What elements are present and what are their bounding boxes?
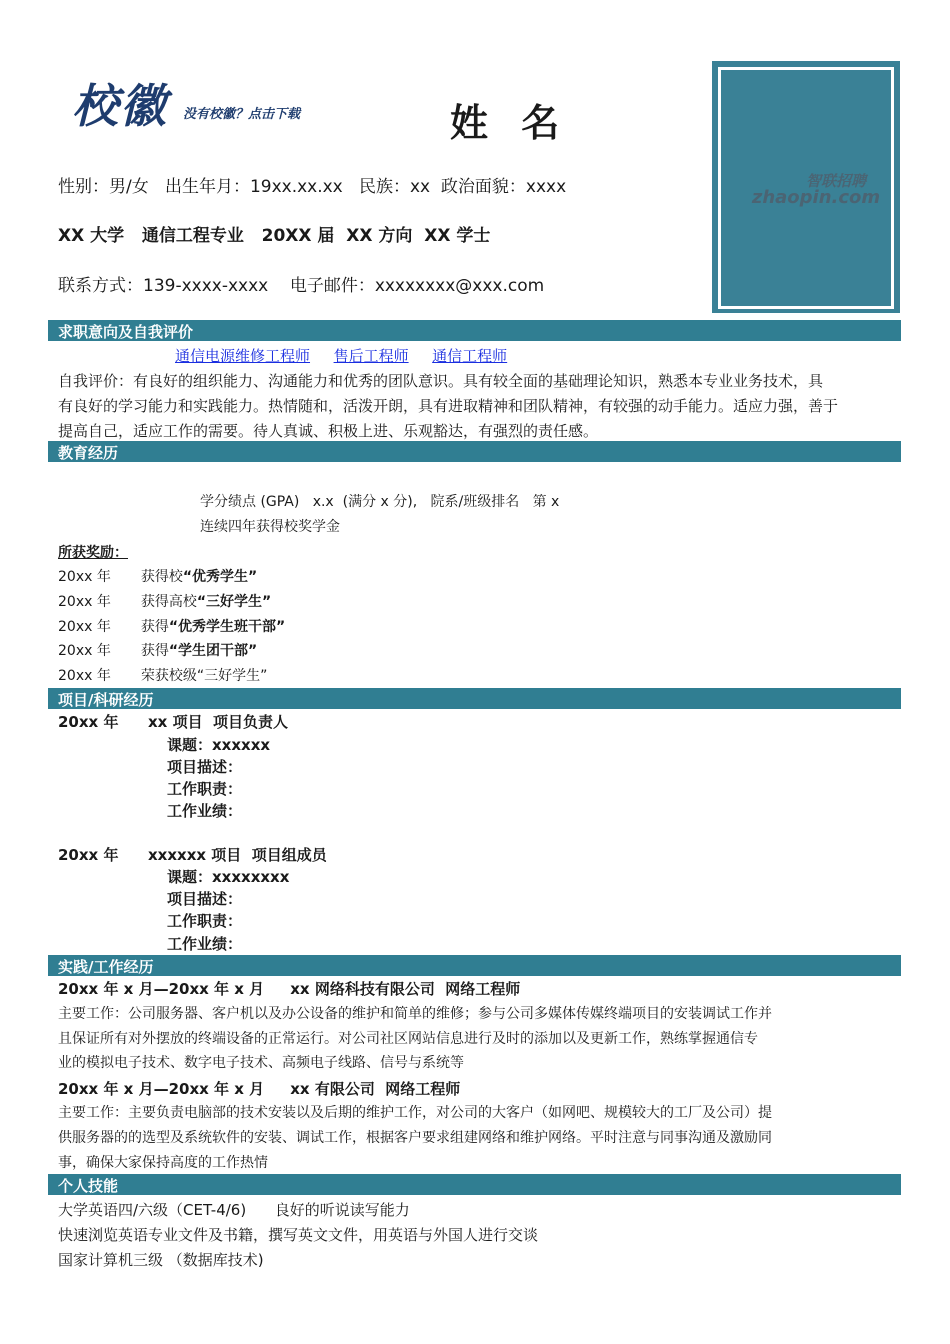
award-year: 20xx 年: [58, 619, 111, 635]
job-title: 20xx 年 x 月—20xx 年 x 月 xx 网络科技有限公司 网络工程师: [58, 980, 521, 998]
watermark: [746, 170, 886, 208]
section-title: 实践/工作经历: [58, 958, 154, 976]
job-detail-line: 供服务器的的选型及系统软件的安装、调试工作，根据客户要求组建网络和维护网络。平时注意与同事沟通及激励同: [58, 1130, 772, 1146]
awards-title: 所获奖励：: [58, 545, 128, 561]
job-link-2[interactable]: 售后工程师: [333, 347, 409, 365]
section-title: 个人技能: [58, 1177, 119, 1195]
award-name: “学生团干部”: [168, 643, 258, 659]
project-desc: 项目描述：: [167, 890, 243, 908]
award-name: “优秀学生班干部”: [168, 619, 286, 635]
section-bar-skills: [48, 1174, 901, 1195]
project-result: 工作业绩：: [167, 802, 243, 820]
award-row: [58, 665, 267, 685]
job-detail-line: 主要工作：主要负责电脑部的技术安装以及后期的维护工作，对公司的大客户（如网吧、规模较大的工厂及公司）提: [58, 1105, 772, 1121]
skill-line: 国家计算机三级 （数据库技术): [58, 1251, 264, 1269]
job-link-3[interactable]: 通信工程师: [432, 347, 508, 365]
project-topic: 课题：xxxxxxxx: [167, 868, 290, 886]
school-logo: 校徽: [72, 79, 168, 133]
job-targets: [175, 345, 507, 366]
award-year: 20xx 年: [58, 594, 111, 610]
award-prefix: 获得高校: [140, 594, 197, 610]
resume-name: 姓 名: [450, 101, 570, 145]
project-duty: 工作职责：: [167, 912, 243, 930]
section-title: 求职意向及自我评价: [58, 323, 194, 341]
award-row: [58, 640, 257, 660]
award-name: “优秀学生”: [182, 569, 258, 585]
section-bar-objective: [48, 320, 901, 341]
watermark-en: zhaopin.com: [751, 187, 881, 208]
award-prefix: 获得: [140, 619, 169, 635]
award-year: 20xx 年: [58, 668, 111, 684]
project-desc: 项目描述：: [167, 758, 243, 776]
job-detail-line: 事，确保大家保持高度的工作热情: [58, 1155, 268, 1171]
award-row: [58, 616, 285, 636]
self-eval-line: 提高自己，适应工作的需要。待人真诚、积极上进、乐观豁达，有强烈的责任感。: [58, 422, 599, 440]
project-topic: 课题：xxxxxx: [167, 736, 271, 754]
contact-info: 联系方式：139-xxxx-xxxx 电子邮件：xxxxxxxx@xxx.com: [58, 276, 545, 296]
scholarship-line: 连续四年获得校奖学金: [200, 519, 340, 535]
section-bar-projects: [48, 688, 901, 709]
project-duty: 工作职责：: [167, 780, 243, 798]
section-title: 教育经历: [58, 444, 119, 462]
project-year: 20xx 年: [58, 846, 119, 864]
watermark-cn: 智联招聘: [805, 172, 866, 190]
award-row: [58, 566, 257, 586]
skill-line: 大学英语四/六级（CET-4/6) 良好的听说读写能力: [58, 1201, 410, 1219]
project-result: 工作业绩：: [167, 935, 243, 953]
self-eval-line: 自我评价：有良好的组织能力、沟通能力和优秀的团队意识。具有较全面的基础理论知识，熟悉本专业业务技术，具: [58, 372, 824, 390]
project-year: 20xx 年: [58, 713, 119, 731]
award-prefix: 荣获校级“三好学生”: [140, 668, 268, 684]
award-name: “三好学生”: [196, 594, 272, 610]
award-prefix: 获得校: [140, 569, 183, 585]
project-title: xx 项目 项目负责人: [148, 713, 289, 731]
award-prefix: 获得: [140, 643, 169, 659]
award-row: [58, 591, 271, 611]
job-link-1[interactable]: 通信电源维修工程师: [175, 347, 311, 365]
job-detail-line: 业的模拟电子技术、数字电子技术、高频电子线路、信号与系统等: [58, 1055, 464, 1071]
photo-frame[interactable]: [712, 61, 900, 313]
gpa-line: 学分绩点 (GPA) x.x (满分 x 分), 院系/班级排名 第 x: [200, 494, 560, 510]
skill-line: 快速浏览英语专业文件及书籍，撰写英文文件，用英语与外国人进行交谈: [58, 1226, 539, 1244]
award-year: 20xx 年: [58, 643, 111, 659]
job-title: 20xx 年 x 月—20xx 年 x 月 xx 有限公司 网络工程师: [58, 1080, 461, 1098]
school-major-info: XX 大学 通信工程专业 20XX 届 XX 方向 XX 学士: [58, 226, 491, 246]
section-bar-education: [48, 441, 901, 462]
job-detail-line: 且保证所有对外摆放的终端设备的正常运行。对公司社区网站信息进行及时的添加以及更新工作，熟练掌握通信专: [58, 1031, 758, 1047]
job-detail-line: 主要工作：公司服务器、客户机以及办公设备的维护和简单的维修；参与公司多媒体传媒终端项目的安装调试工作并: [58, 1006, 772, 1022]
download-logo-link[interactable]: 没有校徽？点击下载: [183, 107, 301, 122]
award-year: 20xx 年: [58, 569, 111, 585]
self-eval-line: 有良好的学习能力和实践能力。热情随和，活泼开朗，具有进取精神和团队精神，有较强的动手能力。适应力强，善于: [58, 397, 839, 415]
section-bar-practice: [48, 955, 901, 976]
personal-info: 性别：男/女 出生年月：19xx.xx.xx 民族：xx 政治面貌：xxxx: [58, 177, 567, 197]
project-title: xxxxxx 项目 项目组成员: [148, 846, 327, 864]
section-title: 项目/科研经历: [58, 691, 154, 709]
photo-border: [718, 67, 894, 309]
